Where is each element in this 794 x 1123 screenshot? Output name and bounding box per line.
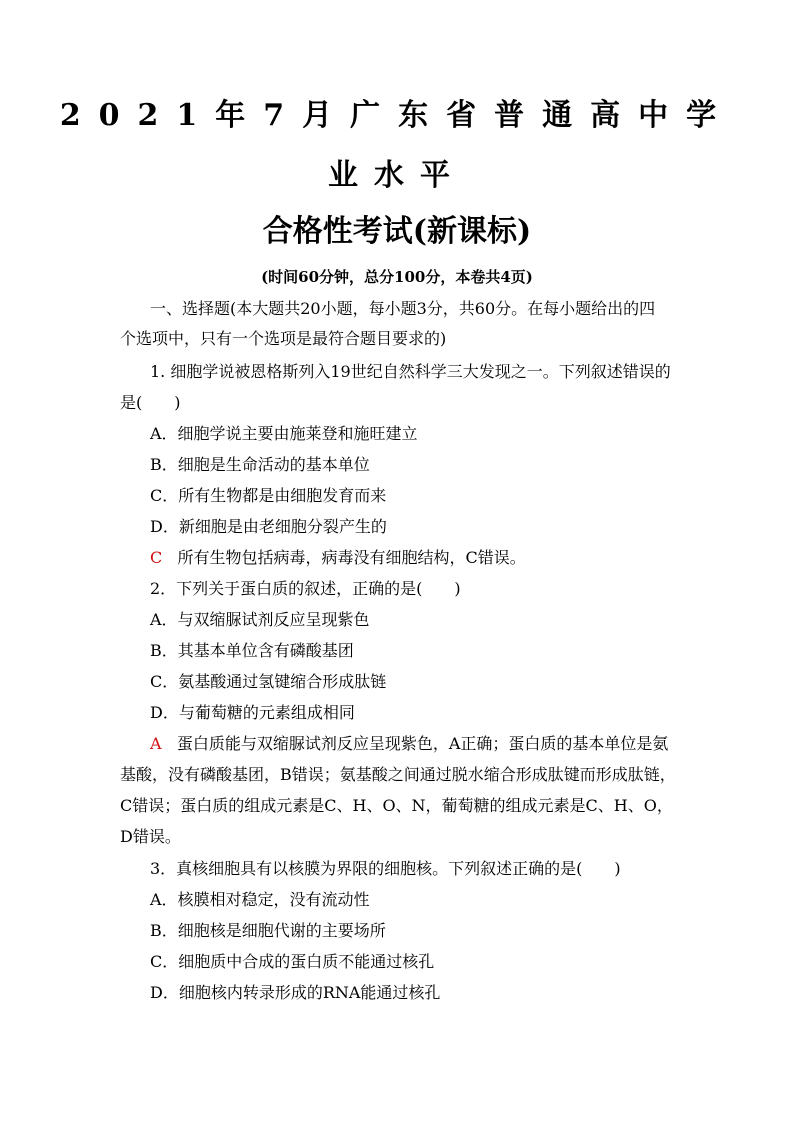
- q2-option-a: A．与双缩脲试剂反应呈现紫色: [150, 610, 370, 629]
- q1-option-c: C．所有生物都是由细胞发育而来: [150, 486, 387, 505]
- q1-explanation: 所有生物包括病毒，病毒没有细胞结构，C错误。: [177, 548, 526, 567]
- q2-option-c: C．氨基酸通过氢键缩合形成肽链: [150, 672, 387, 691]
- q1-answer: C: [150, 548, 163, 567]
- q1-stem-line-2: 是( ): [120, 393, 181, 412]
- q2-answer-line: [150, 733, 668, 755]
- q1-answer-line: [150, 547, 526, 569]
- q3-option-b: B．细胞核是细胞代谢的主要场所: [150, 921, 386, 940]
- q1-option-b: B．细胞是生命活动的基本单位: [150, 455, 370, 474]
- q3-option-d: D．细胞核内转录形成的RNA能通过核孔: [150, 983, 441, 1002]
- q2-explanation-line-3: C错误；蛋白质的组成元素是C、H、O、N，葡萄糖的组成元素是C、H、O，: [120, 796, 673, 815]
- section-intro-line-2: 个选项中，只有一个选项是最符合题目要求的): [120, 329, 447, 348]
- exam-info: (时间60分钟，总分100分，本卷共4页): [261, 268, 533, 286]
- q3-option-a: A．核膜相对稳定，没有流动性: [150, 890, 370, 909]
- q2-answer: A: [150, 734, 162, 753]
- q2-option-d: D．与葡萄糖的元素组成相同: [150, 703, 355, 722]
- q3-stem-line-1: 3．真核细胞具有以核膜为界限的细胞核。下列叙述正确的是( ): [150, 859, 621, 878]
- q2-explanation-line-2: 基酸，没有磷酸基团，B错误；氨基酸之间通过脱水缩合形成肽键而形成肽链，: [120, 765, 676, 784]
- q1-option-a: A．细胞学说主要由施莱登和施旺建立: [150, 424, 418, 443]
- title-line-3: 合格性考试(新课标): [262, 214, 532, 249]
- q2-explanation-line-4: D错误。: [120, 827, 181, 846]
- q2-option-b: B．其基本单位含有磷酸基团: [150, 641, 354, 660]
- section-intro-line-1: 一、选择题(本大题共20小题，每小题3分，共60分。在每小题给出的四: [150, 299, 656, 318]
- q1-option-d: D．新细胞是由老细胞分裂产生的: [150, 517, 387, 536]
- q3-option-c: C．细胞质中合成的蛋白质不能通过核孔: [150, 952, 435, 971]
- q2-explanation-line-1: 蛋白质能与双缩脲试剂反应呈现紫色，A正确；蛋白质的基本单位是氨: [176, 734, 669, 753]
- title-line-2: 业水平: [328, 158, 466, 193]
- q2-stem-line-1: 2．下列关于蛋白质的叙述，正确的是( ): [150, 579, 461, 598]
- q1-stem-line-1: 1. 细胞学说被恩格斯列入19世纪自然科学三大发现之一。下列叙述错误的: [150, 362, 671, 381]
- title-line-1: 2021年7月广东省普通高中学: [59, 98, 735, 133]
